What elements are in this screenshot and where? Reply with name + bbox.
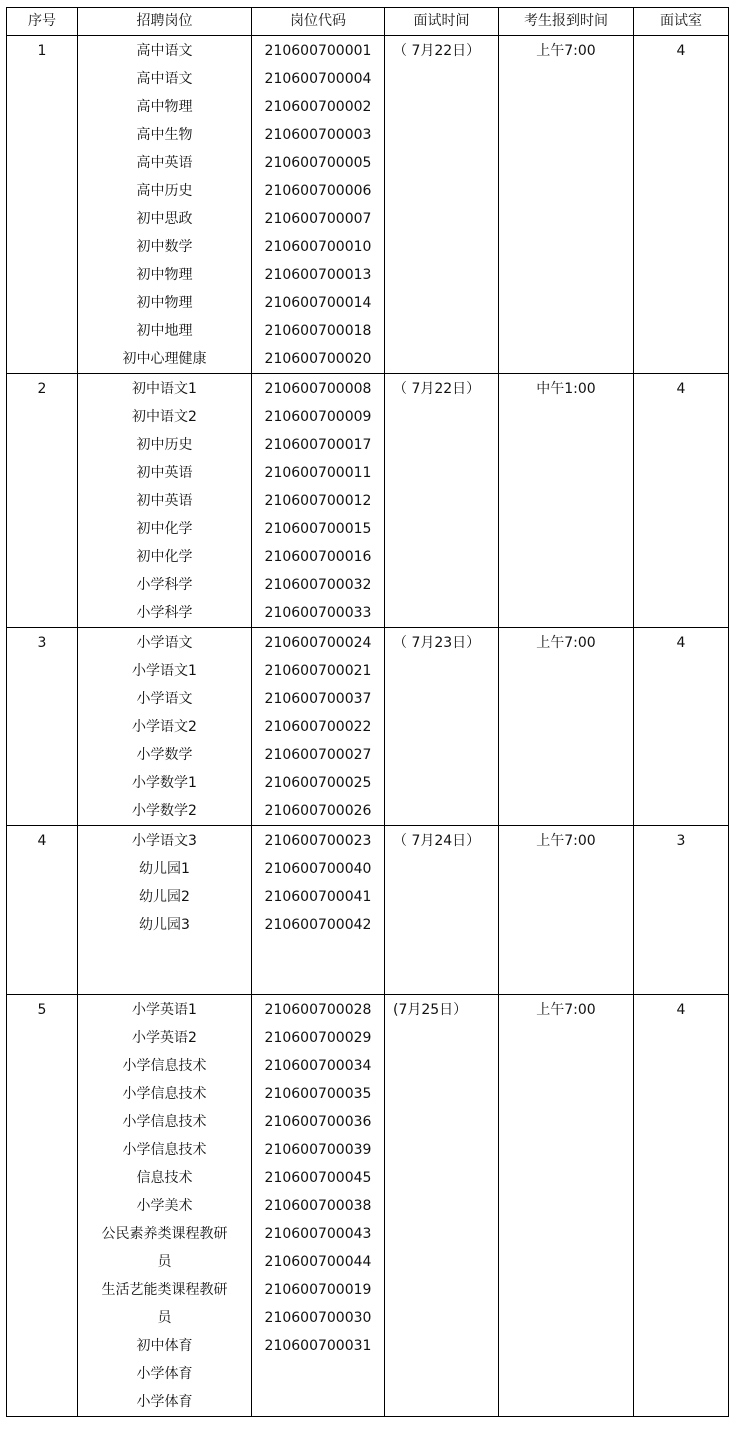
post-name: 高中英语 (136, 155, 193, 171)
post-name: 初中语文2 (132, 409, 197, 425)
post-code: 210600700034 (264, 1058, 372, 1074)
row-number-cell (7, 628, 78, 826)
post-name: 幼儿园2 (139, 889, 190, 905)
post-name: 小学语文1 (132, 663, 197, 679)
report-time-cell (499, 374, 634, 628)
post-name: 初中英语 (136, 465, 193, 481)
interview-room-cell (634, 826, 729, 995)
post-name: 信息技术 (136, 1170, 193, 1186)
interview-date-cell (385, 826, 499, 995)
post-name: 小学语文3 (132, 833, 197, 849)
interview-room-cell (634, 374, 729, 628)
post-name: 初中英语 (136, 493, 193, 509)
post-name: 高中历史 (136, 183, 193, 199)
header-report-time: 考生报到时间 (499, 8, 634, 36)
row-number-cell (7, 995, 78, 1417)
post-name: 小学信息技术 (122, 1142, 207, 1158)
header-post: 招聘岗位 (78, 8, 252, 36)
interview-date: （ 7月22日） (393, 43, 481, 59)
post-code: 210600700009 (264, 409, 372, 425)
post-code: 210600700030 (264, 1310, 372, 1326)
post-code: 210600700043 (264, 1226, 372, 1242)
post-code: 210600700015 (264, 521, 372, 537)
row-number-cell (7, 826, 78, 995)
post-code: 210600700026 (264, 803, 372, 819)
post-code-list-cell (252, 36, 385, 374)
post-name-list-cell (78, 995, 252, 1417)
interview-room: 4 (676, 381, 686, 397)
interview-room-cell (634, 628, 729, 826)
post-code: 210600700007 (264, 211, 372, 227)
post-name: 员 (157, 1310, 172, 1326)
post-code: 210600700018 (264, 323, 372, 339)
post-code: 210600700025 (264, 775, 372, 791)
report-time: 上午7:00 (536, 43, 596, 59)
post-code: 210600700010 (264, 239, 372, 255)
post-name-list-cell (78, 36, 252, 374)
row-number: 1 (37, 43, 47, 59)
table-row (7, 826, 729, 995)
post-code: 210600700004 (264, 71, 372, 87)
post-name: 公民素养类课程教研 (101, 1226, 228, 1242)
post-name: 高中物理 (136, 99, 193, 115)
table-header-row (7, 8, 729, 36)
interview-schedule-table (6, 7, 729, 1417)
report-time-cell (499, 36, 634, 374)
post-code: 210600700017 (264, 437, 372, 453)
post-code-list-cell (252, 995, 385, 1417)
post-code: 210600700001 (264, 43, 372, 59)
post-name: 初中化学 (136, 549, 193, 565)
post-code: 210600700002 (264, 99, 372, 115)
post-name: 小学科学 (136, 577, 193, 593)
post-code: 210600700019 (264, 1282, 372, 1298)
post-code: 210600700045 (264, 1170, 372, 1186)
header-no: 序号 (7, 8, 78, 36)
report-time: 上午7:00 (536, 635, 596, 651)
table-row (7, 374, 729, 628)
post-code: 210600700003 (264, 127, 372, 143)
header-interview-date: 面试时间 (385, 8, 499, 36)
post-code: 210600700024 (264, 635, 372, 651)
post-code: 210600700011 (264, 465, 372, 481)
row-number: 5 (37, 1002, 47, 1018)
post-name: 小学数学2 (132, 803, 197, 819)
interview-date: （ 7月23日） (393, 635, 481, 651)
post-code-list-cell (252, 628, 385, 826)
interview-date-cell (385, 628, 499, 826)
interview-date-cell (385, 36, 499, 374)
header-code: 岗位代码 (252, 8, 385, 36)
post-code: 210600700008 (264, 381, 372, 397)
report-time: 上午7:00 (536, 833, 596, 849)
post-code: 210600700042 (264, 917, 372, 933)
post-code: 210600700020 (264, 351, 372, 367)
post-name: 初中地理 (136, 323, 193, 339)
post-name: 初中体育 (136, 1338, 193, 1354)
post-code: 210600700035 (264, 1086, 372, 1102)
post-code-list-cell (252, 826, 385, 995)
post-name: 员 (157, 1254, 172, 1270)
post-name: 小学语文2 (132, 719, 197, 735)
post-name: 幼儿园1 (139, 861, 190, 877)
post-name-list-cell (78, 826, 252, 995)
interview-room-cell (634, 995, 729, 1417)
post-name: 高中生物 (136, 127, 193, 143)
table-row (7, 995, 729, 1417)
post-name: 小学语文 (136, 635, 193, 651)
post-name: 初中语文1 (132, 381, 197, 397)
interview-room-cell (634, 36, 729, 374)
interview-date: （ 7月24日） (393, 833, 481, 849)
post-name: 小学体育 (136, 1394, 193, 1410)
post-code: 210600700022 (264, 719, 372, 735)
post-name: 小学数学1 (132, 775, 197, 791)
header-room: 面试室 (634, 8, 729, 36)
post-code: 210600700032 (264, 577, 372, 593)
post-name: 小学信息技术 (122, 1058, 207, 1074)
row-number: 3 (37, 635, 47, 651)
post-code: 210600700016 (264, 549, 372, 565)
report-time: 中午1:00 (536, 381, 596, 397)
report-time-cell (499, 628, 634, 826)
post-code: 210600700033 (264, 605, 372, 621)
post-name: 小学信息技术 (122, 1086, 207, 1102)
post-code: 210600700037 (264, 691, 372, 707)
post-name-list-cell (78, 374, 252, 628)
post-code: 210600700012 (264, 493, 372, 509)
post-name: 初中数学 (136, 239, 193, 255)
row-number-cell (7, 36, 78, 374)
post-name: 小学语文 (136, 691, 193, 707)
post-code: 210600700028 (264, 1002, 372, 1018)
post-name: 高中语文 (136, 43, 193, 59)
post-name: 初中物理 (136, 295, 193, 311)
post-code: 210600700040 (264, 861, 372, 877)
post-code: 210600700005 (264, 155, 372, 171)
interview-room: 3 (676, 833, 686, 849)
post-code: 210600700006 (264, 183, 372, 199)
post-name: 初中历史 (136, 437, 193, 453)
post-name: 小学美术 (136, 1198, 193, 1214)
post-code: 210600700029 (264, 1030, 372, 1046)
post-name-list-cell (78, 628, 252, 826)
interview-date: （ 7月22日） (393, 381, 481, 397)
post-code: 210600700036 (264, 1114, 372, 1130)
post-name: 小学体育 (136, 1366, 193, 1382)
interview-date: (7月25日） (393, 1002, 468, 1018)
post-code: 210600700023 (264, 833, 372, 849)
row-number: 2 (37, 381, 47, 397)
post-name: 小学英语2 (132, 1030, 197, 1046)
post-name: 小学数学 (136, 747, 193, 763)
post-code: 210600700039 (264, 1142, 372, 1158)
table-row (7, 36, 729, 374)
report-time-cell (499, 995, 634, 1417)
report-time: 上午7:00 (536, 1002, 596, 1018)
post-name: 初中思政 (136, 211, 193, 227)
post-code: 210600700014 (264, 295, 372, 311)
table-row (7, 628, 729, 826)
post-code: 210600700044 (264, 1254, 372, 1270)
interview-room: 4 (676, 635, 686, 651)
post-name: 幼儿园3 (139, 917, 190, 933)
post-code-list-cell (252, 374, 385, 628)
interview-room: 4 (676, 1002, 686, 1018)
row-number: 4 (37, 833, 47, 849)
post-name: 小学英语1 (132, 1002, 197, 1018)
interview-room: 4 (676, 43, 686, 59)
post-code: 210600700027 (264, 747, 372, 763)
post-name: 初中物理 (136, 267, 193, 283)
row-number-cell (7, 374, 78, 628)
post-code: 210600700041 (264, 889, 372, 905)
post-name: 小学科学 (136, 605, 193, 621)
post-name: 小学信息技术 (122, 1114, 207, 1130)
post-name: 初中化学 (136, 521, 193, 537)
interview-date-cell (385, 995, 499, 1417)
report-time-cell (499, 826, 634, 995)
post-code: 210600700031 (264, 1338, 372, 1354)
post-code: 210600700038 (264, 1198, 372, 1214)
post-name: 生活艺能类课程教研 (101, 1282, 228, 1298)
post-name: 高中语文 (136, 71, 193, 87)
post-code: 210600700021 (264, 663, 372, 679)
post-name: 初中心理健康 (122, 351, 207, 367)
post-code: 210600700013 (264, 267, 372, 283)
interview-date-cell (385, 374, 499, 628)
